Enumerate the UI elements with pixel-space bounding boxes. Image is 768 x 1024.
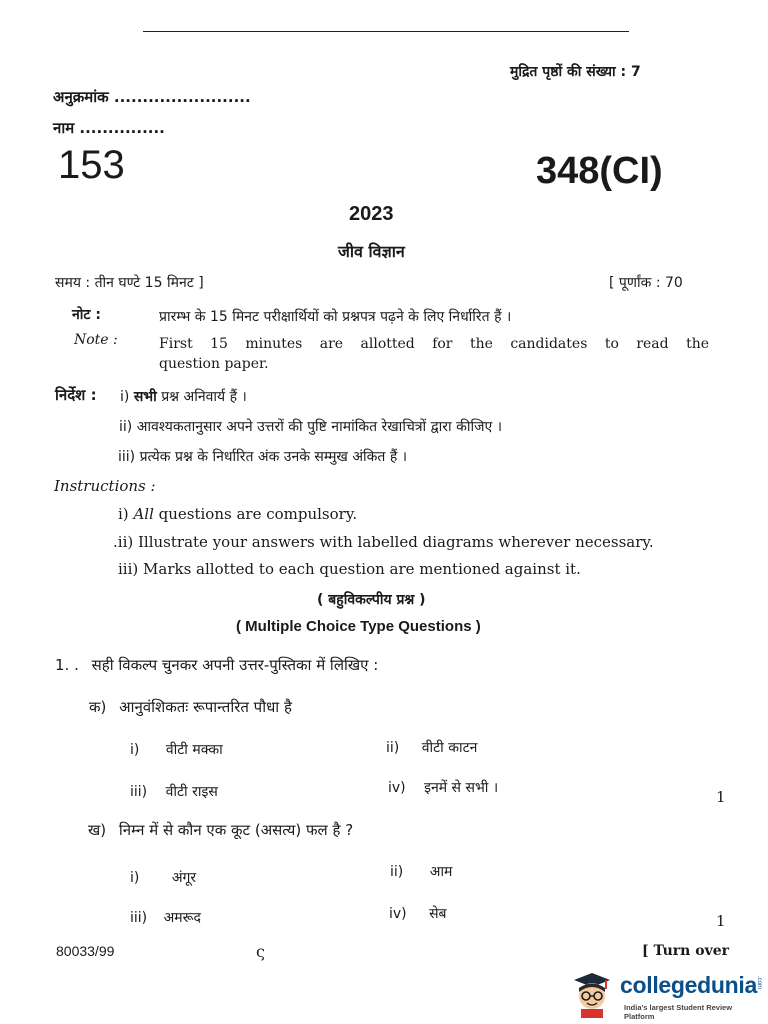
- printed-pages: मुद्रित पृष्ठों की संख्या : 7: [510, 64, 641, 80]
- instruction-num: i): [118, 505, 129, 523]
- brand-tagline: India's largest Student Review Platform: [624, 1003, 733, 1021]
- instruction-num: .ii): [113, 533, 134, 551]
- roll-number-field: अनुक्रमांक ........................: [53, 88, 251, 106]
- instruction-text: questions are compulsory.: [153, 505, 358, 523]
- note-english-line2: question paper.: [159, 356, 269, 372]
- subject-title: जीव विज्ञान: [338, 242, 405, 261]
- instruction-text: आवश्यकतानुसार अपने उत्तरों की पुष्टि नामांकित रेखाचित्रों द्वारा कीजिए ।: [136, 419, 503, 435]
- option-num: ii): [386, 740, 400, 756]
- option-text: आम: [429, 864, 453, 880]
- option-text: सेब: [429, 906, 447, 922]
- top-rule: [143, 31, 629, 32]
- instruction-num: iii): [118, 560, 139, 578]
- option-num: i): [130, 870, 140, 886]
- marks-kha: 1: [716, 912, 726, 930]
- instruction-text: प्रत्येक प्रश्न के निर्धारित अंक उनके सम्मुख अंकित हैं ।: [139, 449, 408, 465]
- part-text: निम्न में से कौन एक कूट (असत्य) फल है ?: [118, 821, 354, 839]
- instruction-text: Marks allotted to each question are mentioned against it.: [143, 560, 581, 578]
- paper-code-right: 348(CI): [536, 150, 663, 192]
- instruction-hindi-3: [118, 447, 407, 466]
- instruction-num: ii): [119, 419, 133, 435]
- option-text: अमरूद: [163, 910, 201, 926]
- instruction-english-1: [118, 505, 357, 523]
- question-number: 1. .: [55, 656, 79, 674]
- paper-code-left: 153: [58, 143, 125, 187]
- option-ka-2: [386, 738, 477, 757]
- note-hindi-text: प्रारम्भ के 15 मिनट परीक्षार्थियों को प्रश्नपत्र पढ़ने के लिए निर्धारित हैं ।: [159, 309, 512, 325]
- option-kha-2: [390, 862, 452, 881]
- brand-name: collegedunia: [620, 972, 757, 998]
- instruction-text: Illustrate your answers with labelled diagrams wherever necessary.: [138, 533, 654, 551]
- option-text: अंगूर: [171, 870, 197, 886]
- part-kha: [88, 820, 353, 840]
- part-text: आनुवंशिकतः रूपान्तरित पौधा है: [119, 698, 292, 716]
- section-heading-english: ( Multiple Choice Type Questions ): [236, 618, 481, 635]
- instruction-num: i): [120, 389, 130, 405]
- option-kha-4: [389, 904, 447, 923]
- instruction-emphasis: All: [133, 505, 154, 523]
- question-1: [55, 655, 378, 675]
- turn-over: [ Turn over: [642, 943, 729, 959]
- name-field: नाम ...............: [53, 119, 165, 137]
- option-text: इनमें से सभी ।: [424, 780, 499, 796]
- option-num: iii): [130, 910, 148, 926]
- option-num: iv): [388, 780, 406, 796]
- option-text: वीटी राइस: [165, 784, 218, 800]
- exam-year: 2023: [349, 203, 394, 225]
- collegedunia-logo: [568, 970, 764, 1020]
- brand-tld: .com: [756, 976, 762, 990]
- option-num: i): [130, 742, 140, 758]
- option-num: ii): [390, 864, 404, 880]
- option-ka-1: [130, 740, 223, 759]
- note-hindi-label: नोट :: [72, 307, 101, 323]
- max-marks: [ पूर्णांक : 70: [609, 275, 683, 291]
- page-mark: ς: [256, 942, 265, 961]
- instruction-english-3: [118, 560, 581, 578]
- option-num: iv): [389, 906, 407, 922]
- part-label: ख): [88, 821, 107, 839]
- question-text: सही विकल्प चुनकर अपनी उत्तर-पुस्तिका में लिखिए :: [91, 656, 379, 674]
- option-num: iii): [130, 784, 148, 800]
- time-allowed: समय : तीन घण्टे 15 मिनट ]: [55, 275, 204, 291]
- option-ka-4: [388, 778, 498, 797]
- marks-ka: 1: [716, 788, 726, 806]
- option-text: वीटी काटन: [421, 740, 478, 756]
- instruction-emphasis: सभी: [133, 389, 157, 405]
- paper-serial-code: 80033/99: [56, 943, 115, 959]
- section-heading-hindi: ( बहुविकल्पीय प्रश्न ): [317, 592, 426, 608]
- graduate-mascot-icon: [570, 970, 614, 1018]
- option-ka-3: [130, 782, 218, 801]
- note-english-label: Note :: [74, 332, 118, 348]
- option-kha-1: [130, 868, 196, 887]
- part-ka: [89, 697, 292, 717]
- instruction-num: iii): [118, 449, 136, 465]
- part-label: क): [89, 698, 107, 716]
- option-text: वीटी मक्का: [165, 742, 223, 758]
- note-english-line1: First 15 minutes are allotted for the candidates to read the: [159, 336, 709, 352]
- instruction-hindi-1: [120, 387, 247, 406]
- option-kha-3: [130, 908, 201, 927]
- instructions-hindi-label: निर्देश :: [55, 386, 97, 404]
- instructions-english-label: Instructions :: [54, 477, 156, 495]
- instruction-text: प्रश्न अनिवार्य हैं ।: [156, 389, 247, 405]
- instruction-hindi-2: [119, 417, 502, 436]
- instruction-english-2: [113, 533, 654, 551]
